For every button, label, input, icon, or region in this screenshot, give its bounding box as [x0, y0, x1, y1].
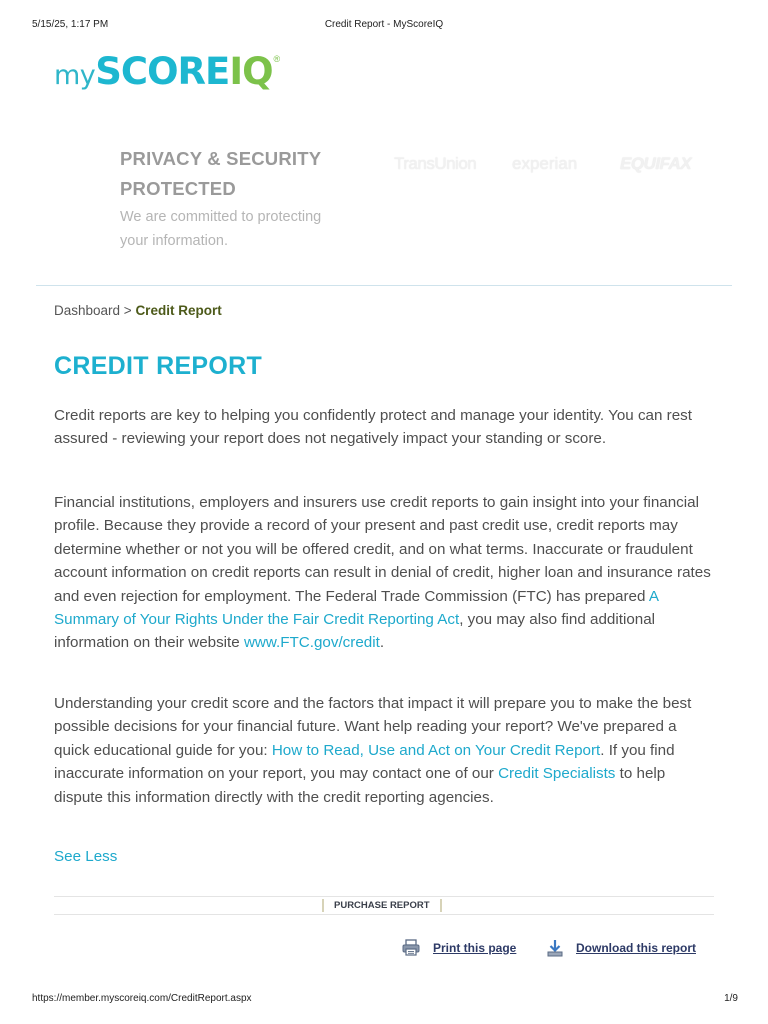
logo-registered-mark: ®: [273, 54, 281, 64]
financial-paragraph: [54, 491, 716, 655]
purchase-report-bar: [54, 896, 714, 915]
print-page-count: 1/9: [724, 993, 738, 1004]
download-icon: [547, 939, 563, 957]
logo-my: my: [54, 60, 96, 91]
equifax-logo: EQUIFAX: [620, 154, 692, 173]
myscoreiq-logo[interactable]: [54, 50, 280, 96]
printer-icon: [402, 939, 420, 956]
breadcrumb-dashboard-link[interactable]: Dashboard: [54, 303, 121, 318]
ftc-website-link[interactable]: www.FTC.gov/credit: [243, 634, 380, 652]
report-actions: [0, 939, 768, 959]
print-header: [32, 19, 736, 33]
experian-logo: experian: [512, 154, 578, 173]
header-divider: [36, 285, 732, 286]
privacy-subtext-line2: your information.: [120, 233, 228, 249]
privacy-security-block: [120, 144, 390, 253]
privacy-heading-line2: PROTECTED: [120, 178, 236, 199]
financial-paragraph-text: Financial institutions, employers and insurers use credit reports to gain insight into your financial profile. Because they provide a record of your present and past credit use, credit reports may determine whether or not you will be offered credit, and on what terms. Inaccurate or fraudulent account information on credit reports can result in denial of credit, higher loan and insurance rates and even rejection for employment. The Federal Trade Commission (FTC) has prepared: [54, 494, 711, 605]
privacy-heading-line1: PRIVACY & SECURITY: [120, 148, 322, 169]
download-report-button[interactable]: [547, 939, 696, 957]
print-page-label: Print this page: [433, 940, 517, 955]
intro-paragraph: Credit reports are key to helping you confidently protect and manage your identity. You can rest assured - reviewing your report does not negatively impact your standing or score.: [54, 407, 692, 448]
logo-iq: IQ: [229, 50, 273, 93]
transunion-logo: TransUnion: [394, 154, 477, 173]
fcra-rights-summary-link[interactable]: A Summary of Your Rights Under the Fair Credit Reporting Act: [54, 587, 659, 629]
print-page-title: Credit Report - MyScoreIQ: [324, 19, 444, 30]
understanding-paragraph: [54, 692, 716, 809]
understanding-paragraph-text: Understanding your credit score and the factors that impact it will prepare you to make the best possible decisions for your financial future. Want help reading your report? We've prepared a quick educational guide for you:: [54, 695, 692, 759]
see-less-link[interactable]: See Less: [54, 848, 118, 865]
breadcrumb: [54, 303, 222, 318]
print-footer: [32, 993, 738, 1007]
financial-paragraph-end: .: [379, 634, 385, 652]
privacy-subtext-line1: We are committed to protecting: [120, 209, 322, 225]
financial-paragraph-text-2: , you may also find additional information on their website: [54, 611, 656, 652]
understanding-paragraph-end: to help dispute this information directly with the credit reporting agencies.: [54, 765, 666, 806]
purchase-report-tab[interactable]: PURCHASE REPORT: [322, 899, 442, 912]
how-to-read-guide-link[interactable]: How to Read, Use and Act on Your Credit Report: [271, 741, 601, 759]
understanding-paragraph-text-2: . If you find inaccurate information on your report, you may contact one of our: [54, 741, 675, 783]
credit-specialists-link[interactable]: Credit Specialists: [498, 765, 616, 783]
logo-score: SCORE: [95, 50, 230, 93]
print-datetime: 5/15/25, 1:17 PM: [32, 19, 109, 30]
download-report-label: Download this report: [576, 941, 696, 955]
page-title: CREDIT REPORT: [54, 352, 263, 380]
print-url: https://member.myscoreiq.com/CreditReport.aspx: [32, 993, 252, 1004]
breadcrumb-separator: >: [120, 303, 136, 318]
breadcrumb-current: Credit Report: [135, 303, 222, 318]
credit-bureau-logos: [392, 146, 722, 186]
print-page-button[interactable]: [402, 939, 516, 956]
